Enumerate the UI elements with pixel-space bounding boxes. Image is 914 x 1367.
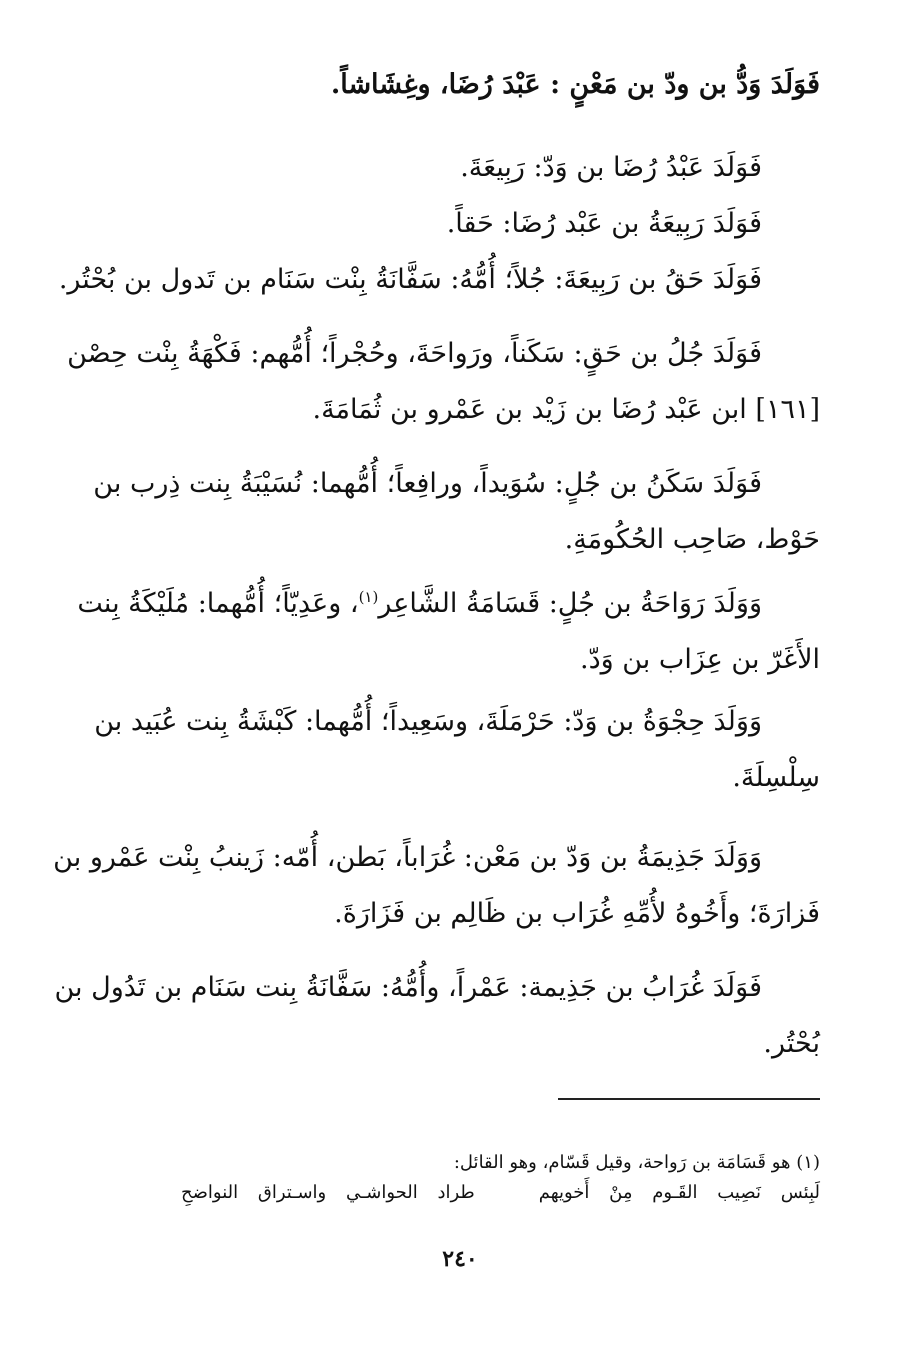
text-line: وَوَلَدَ حِجْوَةُ بن وَدّ: حَرْمَلَةَ، وسَعِيداً؛ أُمُّهما: كَبْشَةُ بِنت عُبَيد بن <box>94 706 762 737</box>
text-line: حَوْط، صَاحِب الحُكُومَةِ. <box>564 524 820 555</box>
text-line: فَوَلَدَ عَبْدُ رُضَا بن وَدّ: رَبِيعَةَ. <box>460 152 762 183</box>
paragraph-1 <box>58 140 820 308</box>
text-line: بُحْتُر. <box>763 1028 820 1059</box>
verse-hemistich-1: لَبِئس نَصِيب القَـوم مِنْ أَخويهم <box>538 1182 820 1203</box>
text-line: فَوَلَدَ غُرَابُ بن جَذِيمة: عَمْراً، وأُمُّهُ: سَفَّانَةُ بِنت سَنَام بن تَدُول بن <box>54 972 762 1003</box>
verse-hemistich-2: طراد الحواشـي واسـتراق النواضحِ <box>181 1182 475 1203</box>
paragraph-3 <box>93 456 820 568</box>
paragraph-6 <box>53 830 820 942</box>
text-line: فَزارَةَ؛ وأَخُوهُ لأُمِّهِ غُرَاب بن ظَالِم بن فَزَارَةَ. <box>334 898 820 929</box>
text-line: فَوَلَدَ حَقُ بن رَبِيعَةَ: جُلاً؛ أُمُّهُ: سَفَّانَةُ بِنْت سَنَام بن تَدول بن بُحْتُر. <box>58 264 762 295</box>
text-line: سِلْسِلَةَ. <box>732 762 820 793</box>
footnote-text: (١) هو قَسَامَة بن رَواحة، وقيل قَسّام، وهو القائل: <box>453 1152 820 1173</box>
paragraph-5 <box>94 694 820 806</box>
text-line: فَوَلَدَ جُلُ بن حَقٍ: سَكَناً، ورَواحَةَ، وحُجْراً؛ أُمُّهم: فَكْهَةُ بِنْت حِصْن <box>67 338 762 369</box>
paragraph-2 <box>67 326 820 438</box>
section-heading: فَوَلَدَ وَدُّ بن ودّ بن مَعْنٍ : عَبْدَ رُضَا، وغِشَاشاً. <box>330 69 820 100</box>
document-page <box>53 0 820 1367</box>
page-number: ٢٤٠ <box>442 1246 478 1272</box>
text-line: [١٦١] ابن عَبْد رُضَا بن زَيْد بن عَمْرو بن ثُمَامَةَ. <box>312 394 820 425</box>
text-line: الأَغَرّ بن عِزَاب بن وَدّ. <box>580 644 820 675</box>
text-line: فَوَلَدَ سَكَنُ بن جُلٍ: سُوَيداً، ورافِعاً؛ أُمُّهما: نُسَيْبَةُ بِنت ذِرب بن <box>93 468 762 499</box>
text-segment: ، وعَدِيّاً؛ أُمُّهما: مُلَيْكَةُ بِنت <box>77 588 359 619</box>
footnote-divider <box>558 1098 820 1100</box>
footnote <box>100 1148 820 1208</box>
footnote-verse <box>100 1178 820 1208</box>
footnote-reference[interactable]: (١) <box>358 588 379 606</box>
paragraph-4 <box>77 576 820 688</box>
text-segment: وَوَلَدَ رَوَاحَةُ بن جُلٍ: قَسَامَةُ الشَّاعِر <box>378 588 762 619</box>
text-line: فَوَلَدَ رَبِيعَةُ بن عَبْد رُضَا: حَقاً. <box>446 208 762 239</box>
text-line: وَوَلَدَ جَذِيمَةُ بن وَدّ بن مَعْن: غُرَاباً، بَطن، أُمّه: زَينبُ بِنْت عَمْرو بن <box>53 842 762 873</box>
text-line <box>77 576 820 632</box>
paragraph-7 <box>54 960 820 1072</box>
